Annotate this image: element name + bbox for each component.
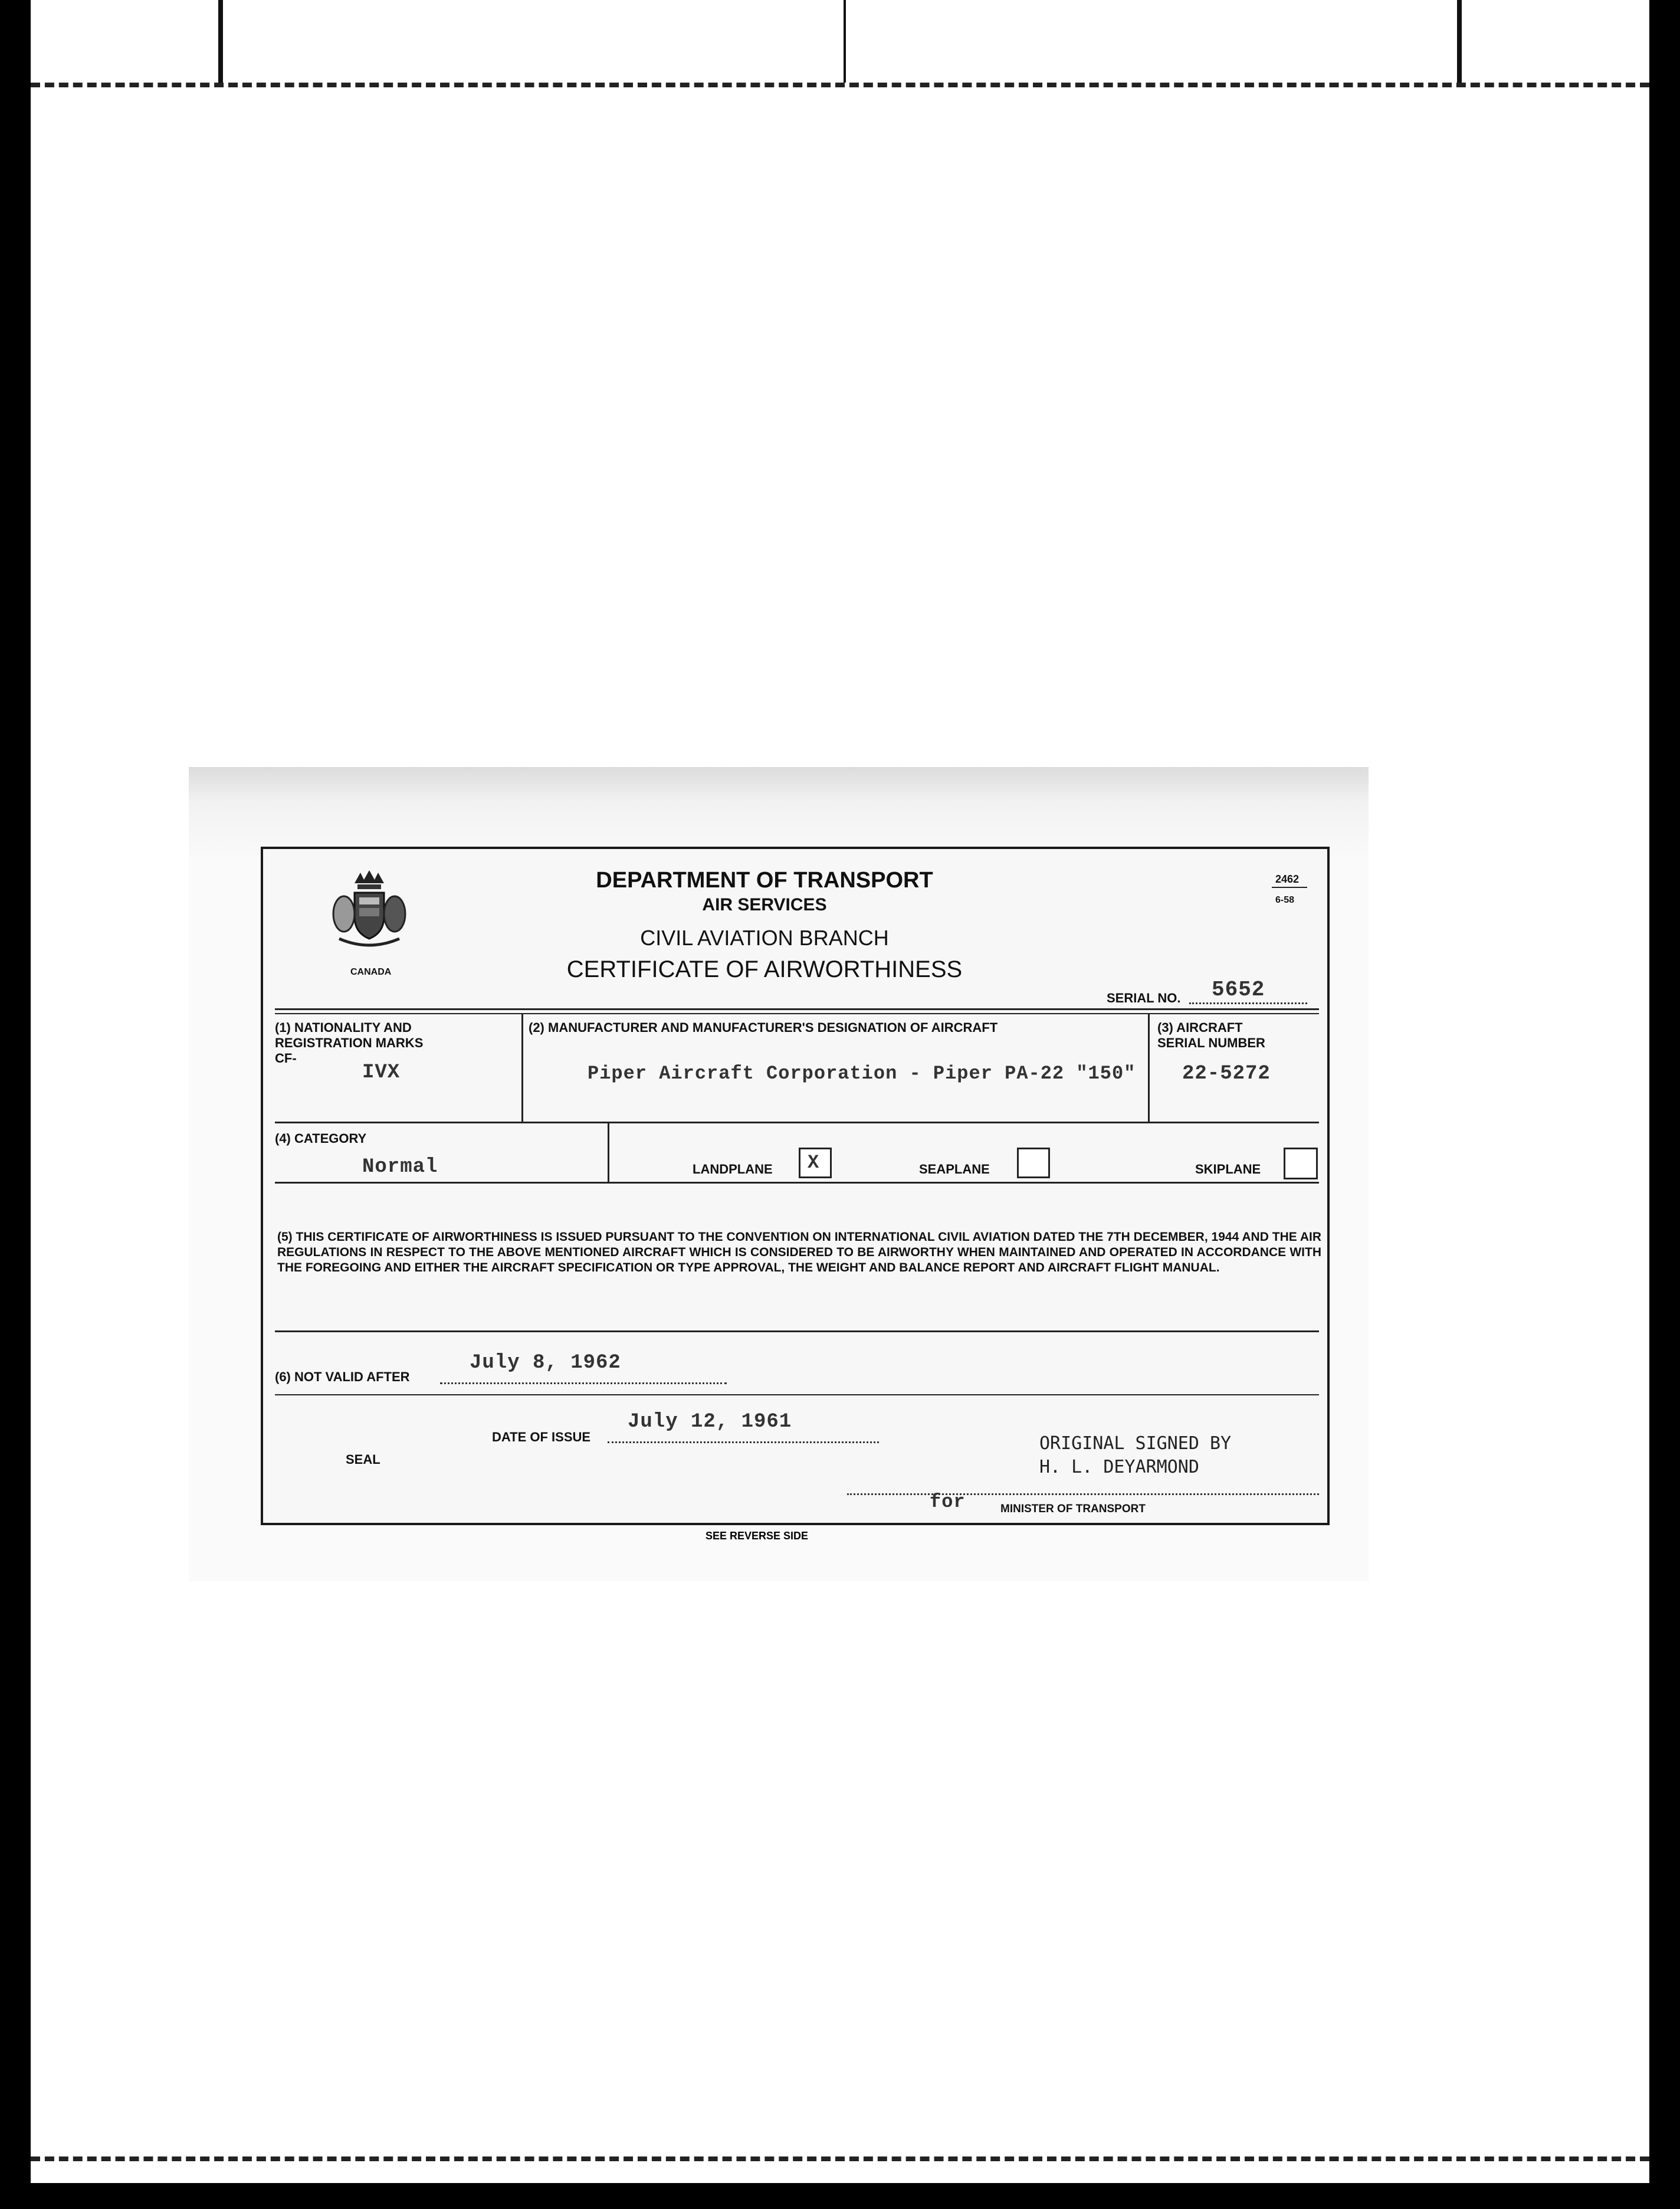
signature-dotted-line <box>847 1493 1319 1495</box>
serial-value: 5652 <box>1212 978 1265 1002</box>
signatory-name: H. L. DEYARMOND <box>1039 1457 1199 1477</box>
skiplane-checkbox <box>1284 1148 1318 1179</box>
scanned-page <box>31 0 1649 2183</box>
row-divider <box>275 1013 1319 1014</box>
department-heading: DEPARTMENT OF TRANSPORT <box>596 868 933 893</box>
not-valid-after-value: July 8, 1962 <box>470 1352 621 1374</box>
seal-label: SEAL <box>346 1452 380 1467</box>
branch-heading: CIVIL AVIATION BRANCH <box>640 926 889 950</box>
landplane-checkbox <box>799 1148 832 1178</box>
certificate-statement: (5) THIS CERTIFICATE OF AIRWORTHINESS IS ISSUED PURSUANT TO THE CONVENTION ON INTERNATIONAL CIVIL AVIATION DATED THE 7TH DECEMBER, 1944 AND THE AIR REGULATIONS IN RESPECT TO THE ABOVE MENTIONED AIRCRAFT WHICH IS CONSIDERED TO BE AIRWORTHY WHEN MAINTAINED AND OPERATED IN ACCORDANCE WITH THE FOREGOING AND EITHER THE AIRCRAFT SPECIFICATION OR TYPE APPROVAL, THE WEIGHT AND BALANCE REPORT AND AIRCRAFT FLIGHT MANUAL. <box>277 1230 1321 1274</box>
see-reverse-note: SEE REVERSE SIDE <box>706 1530 809 1542</box>
row-divider <box>275 1008 1319 1010</box>
row-divider <box>275 1182 1319 1184</box>
serial-dotted-line <box>1189 1002 1307 1004</box>
not-valid-after-dotted-line <box>440 1382 727 1384</box>
row-divider <box>275 1330 1319 1332</box>
strip-divider <box>218 0 223 83</box>
aircraft-serial-value: 22-5272 <box>1182 1063 1271 1085</box>
top-film-strip <box>31 0 1649 87</box>
landplane-label: LANDPLANE <box>693 1162 773 1176</box>
manufacturer-label: (2) MANUFACTURER AND MANUFACTURER'S DESIGNATION OF AIRCRAFT <box>529 1020 998 1035</box>
category-value: Normal <box>362 1156 438 1178</box>
date-of-issue-label: DATE OF ISSUE <box>492 1430 591 1444</box>
row-divider <box>275 1122 1319 1123</box>
column-divider <box>608 1123 609 1182</box>
bottom-film-strip <box>31 2156 1649 2167</box>
form-number-rule <box>1272 887 1307 888</box>
row-divider <box>275 1394 1319 1395</box>
serial-label: SERIAL NO. <box>1107 991 1181 1005</box>
date-of-issue-value: July 12, 1961 <box>628 1411 792 1433</box>
registration-value: IVX <box>362 1061 401 1084</box>
manufacturer-value: Piper Aircraft Corporation - Piper PA-22 "150" <box>588 1063 1136 1084</box>
column-divider <box>521 1014 523 1122</box>
column-divider <box>1148 1014 1150 1122</box>
category-label: (4) CATEGORY <box>275 1131 367 1146</box>
form-number: 2462 <box>1275 873 1300 885</box>
signed-by-line: ORIGINAL SIGNED BY <box>1039 1433 1232 1454</box>
certificate-card <box>261 847 1330 1525</box>
form-date: 6-58 <box>1275 895 1295 905</box>
minister-label: MINISTER OF TRANSPORT <box>1000 1503 1146 1515</box>
for-mark: for <box>930 1491 966 1513</box>
seaplane-checkbox <box>1017 1148 1050 1178</box>
services-heading: AIR SERVICES <box>702 895 827 915</box>
skiplane-label: SKIPLANE <box>1195 1162 1261 1176</box>
aircraft-serial-label: (3) AIRCRAFT SERIAL NUMBER <box>1157 1020 1265 1050</box>
seaplane-label: SEAPLANE <box>919 1162 990 1176</box>
coat-of-arms-icon <box>331 867 408 955</box>
nationality-label: (1) NATIONALITY AND REGISTRATION MARKS CF- <box>275 1020 424 1066</box>
crest-label: CANADA <box>350 967 392 977</box>
certificate-title: CERTIFICATE OF AIRWORTHINESS <box>566 956 963 982</box>
landplane-check-mark: X <box>808 1152 820 1174</box>
strip-divider <box>1457 0 1462 83</box>
not-valid-after-label: (6) NOT VALID AFTER <box>275 1369 410 1384</box>
date-of-issue-dotted-line <box>608 1441 879 1443</box>
strip-divider <box>844 0 846 83</box>
